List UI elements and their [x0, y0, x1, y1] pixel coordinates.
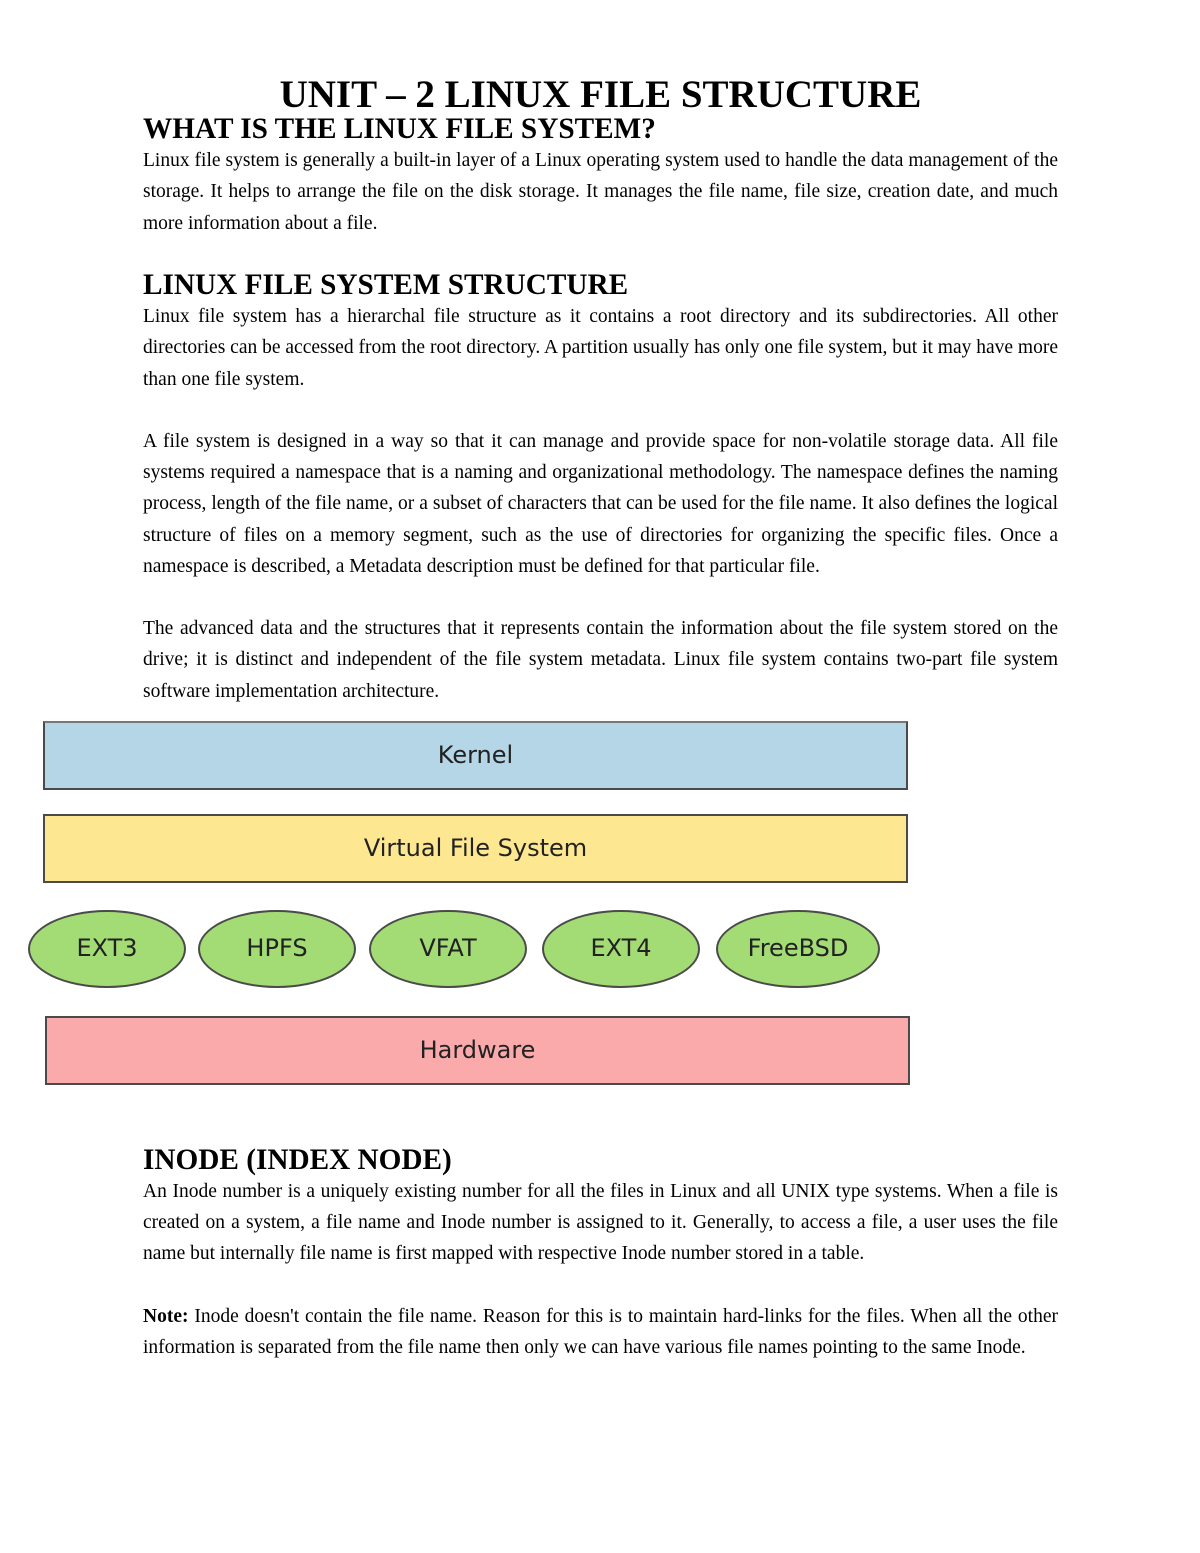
page-title: UNIT – 2 LINUX FILE STRUCTURE [279, 73, 922, 116]
paragraph-structure-3: The advanced data and the structures that it represents contain the information about the file system stored on the drive; it is distinct and independent of the file system metadata. Linux file system contains two-part file system software implementation architecture. [143, 618, 1058, 702]
filesystem-freebsd: FreeBSD [716, 910, 880, 988]
virtual-file-system-layer: Virtual File System [43, 814, 908, 883]
filesystem-ext4: EXT4 [542, 910, 700, 988]
document-page [76, 73, 1058, 1363]
spacer [143, 395, 1058, 426]
heading-what-is: WHAT IS THE LINUX FILE SYSTEM? [143, 113, 656, 145]
paragraph-structure-1: Linux file system has a hierarchal file structure as it contains a root directory and its subdirectories. All other directories can be accessed from the root directory. A partition usually has only one file system, but it may have more than one file system. [143, 306, 1058, 390]
heading-inode: INODE (INDEX NODE) [143, 1143, 452, 1176]
note-text: Inode doesn't contain the file name. Reason for this is to maintain hard-links for the files. When all the other information is separated from the file name then only we can have various file names pointing to the same Inode. [143, 1305, 1058, 1359]
kernel-layer: Kernel [43, 721, 908, 790]
spacer [143, 239, 1058, 270]
heading-structure: LINUX FILE SYSTEM STRUCTURE [143, 269, 629, 301]
paragraph-what-is: Linux file system is generally a built-in layer of a Linux operating system used to handle the data management of the storage. It helps to arrange the file on the disk storage. It manages the file name, file size, creation date, and much more information about a file. [143, 150, 1058, 234]
paragraph-structure-2: A file system is designed in a way so that it can manage and provide space for non-volatile storage data. All file systems required a namespace that is a naming and organizational methodology. The namespace defines the naming process, length of the file name, or a subset of characters that can be used for the file name. It also defines the logical structure of files on a memory segment, such as the use of directories for organizing the specific files. Once a namespace is described, a Metadata description must be defined for that particular file. [143, 431, 1058, 577]
note-label: Note: [143, 1305, 189, 1327]
hardware-layer: Hardware [45, 1016, 910, 1085]
paragraph-note [143, 1301, 1058, 1363]
architecture-diagram [0, 707, 1058, 1147]
filesystem-hpfs: HPFS [198, 910, 356, 988]
spacer [143, 1270, 1058, 1301]
filesystem-ext3: EXT3 [28, 910, 186, 988]
filesystem-vfat: VFAT [369, 910, 527, 988]
spacer [143, 582, 1058, 613]
paragraph-inode: An Inode number is a uniquely existing number for all the files in Linux and all UNIX type systems. When a file is created on a system, a file name and Inode number is assigned to it. Generally, to access a file, a user uses the file name but internally file name is first mapped with respective Inode number stored in a table. [143, 1181, 1058, 1265]
